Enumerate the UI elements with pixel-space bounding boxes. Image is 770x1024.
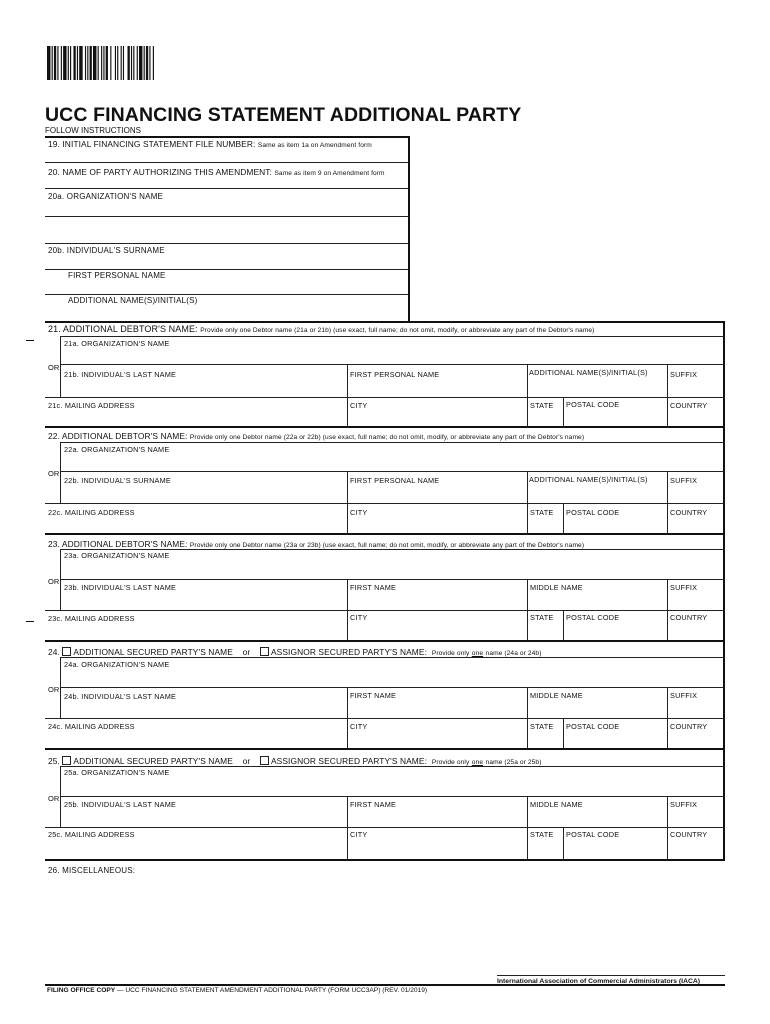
item22-first-name-label: FIRST PERSONAL NAME: [350, 476, 440, 485]
item22-additional-names-label: ADDITIONAL NAME(S)/INITIAL(S): [529, 475, 648, 484]
item22-header: 22. ADDITIONAL DEBTOR'S NAME: Provide only one Debtor name (22a or 22b) (use exact, full name; do not omit, modify, or abbreviate any part of the Debtor's name): [48, 431, 585, 441]
footer-form-name: FILING OFFICE COPY — UCC FINANCING STATEMENT AMENDMENT ADDITIONAL PARTY (FORM UCC3AP) (REV. 01/2019): [47, 987, 428, 994]
item25-state-label: STATE: [530, 830, 554, 839]
item24-first-name-label: FIRST NAME: [350, 691, 397, 700]
item23-state-label: STATE: [530, 613, 554, 622]
item20a-label: 20a. ORGANIZATION'S NAME: [48, 192, 164, 201]
item24-middle-name-label: MIDDLE NAME: [530, 691, 583, 700]
item26-label: 26. MISCELLANEOUS:: [48, 866, 136, 875]
item25-header: 25. ADDITIONAL SECURED PARTY'S NAME or ASSIGNOR SECURED PARTY'S NAME: Provide only one name (25a or 25b): [48, 756, 542, 766]
item21-city-label: CITY: [350, 401, 368, 410]
item24-header: 24. ADDITIONAL SECURED PARTY'S NAME or ASSIGNOR SECURED PARTY'S NAME: Provide only one name (24a or 24b): [48, 647, 542, 657]
item25-additional-secured-checkbox[interactable]: [62, 756, 71, 765]
item23-first-name-label: FIRST NAME: [350, 583, 397, 592]
item20-first-name-label: FIRST PERSONAL NAME: [68, 271, 166, 280]
miscellaneous-area[interactable]: [45, 878, 725, 970]
item25a-label: 25a. ORGANIZATION'S NAME: [64, 768, 170, 777]
item22a-label: 22a. ORGANIZATION'S NAME: [64, 445, 170, 454]
item24-additional-secured-checkbox[interactable]: [62, 647, 71, 656]
margin-tick-top: [26, 340, 34, 341]
item21-suffix-label: SUFFIX: [670, 370, 698, 379]
item21-state-label: STATE: [530, 401, 554, 410]
item23-middle-name-label: MIDDLE NAME: [530, 583, 583, 592]
item22-country-label: COUNTRY: [670, 508, 708, 517]
follow-instructions: FOLLOW INSTRUCTIONS: [45, 126, 142, 135]
item23a-label: 23a. ORGANIZATION'S NAME: [64, 551, 170, 560]
item23-postal-label: POSTAL CODE: [566, 613, 620, 622]
item24-assignor-secured-checkbox[interactable]: [260, 647, 269, 656]
item24-state-label: STATE: [530, 722, 554, 731]
barcode: [47, 46, 225, 80]
margin-tick-bottom: [26, 621, 34, 622]
item24c-label: 24c. MAILING ADDRESS: [48, 722, 135, 731]
item21-postal-label: POSTAL CODE: [566, 400, 620, 409]
item21-country-label: COUNTRY: [670, 401, 708, 410]
item22-postal-label: POSTAL CODE: [566, 508, 620, 517]
item25-postal-label: POSTAL CODE: [566, 830, 620, 839]
item25-or: OR: [48, 794, 60, 803]
item24-postal-label: POSTAL CODE: [566, 722, 620, 731]
item25-first-name-label: FIRST NAME: [350, 800, 397, 809]
item20b-label: 20b. INDIVIDUAL'S SURNAME: [48, 246, 165, 255]
item25-suffix-label: SUFFIX: [670, 800, 698, 809]
item23-city-label: CITY: [350, 613, 368, 622]
item21-additional-names-label: ADDITIONAL NAME(S)/INITIAL(S): [529, 368, 648, 377]
item25-assignor-secured-checkbox[interactable]: [260, 756, 269, 765]
item23b-label: 23b. INDIVIDUAL'S LAST NAME: [64, 583, 177, 592]
item25-middle-name-label: MIDDLE NAME: [530, 800, 583, 809]
item20-header: 20. NAME OF PARTY AUTHORIZING THIS AMENDMENT: Same as item 9 on Amendment form: [48, 167, 385, 177]
item20-additional-names-label: ADDITIONAL NAME(S)/INITIAL(S): [68, 296, 198, 305]
item23c-label: 23c. MAILING ADDRESS: [48, 614, 135, 623]
item24a-label: 24a. ORGANIZATION'S NAME: [64, 660, 170, 669]
item21-first-name-label: FIRST PERSONAL NAME: [350, 370, 440, 379]
item25c-label: 25c. MAILING ADDRESS: [48, 830, 135, 839]
item25-city-label: CITY: [350, 830, 368, 839]
item21a-label: 21a. ORGANIZATION'S NAME: [64, 339, 170, 348]
item23-suffix-label: SUFFIX: [670, 583, 698, 592]
item22-suffix-label: SUFFIX: [670, 476, 698, 485]
item22b-label: 22b. INDIVIDUAL'S SURNAME: [64, 476, 171, 485]
item19-header: 19. INITIAL FINANCING STATEMENT FILE NUMBER: Same as item 1a on Amendment form: [48, 139, 372, 149]
item24-suffix-label: SUFFIX: [670, 691, 698, 700]
item22-or: OR: [48, 469, 60, 478]
item21c-label: 21c. MAILING ADDRESS: [48, 401, 135, 410]
item24b-label: 24b. INDIVIDUAL'S LAST NAME: [64, 692, 177, 701]
item24-country-label: COUNTRY: [670, 722, 708, 731]
item21b-label: 21b. INDIVIDUAL'S LAST NAME: [64, 370, 177, 379]
item23-or: OR: [48, 577, 60, 586]
item24-city-label: CITY: [350, 722, 368, 731]
item24-or: OR: [48, 685, 60, 694]
item25b-label: 25b. INDIVIDUAL'S LAST NAME: [64, 800, 177, 809]
item22-state-label: STATE: [530, 508, 554, 517]
footer-organization: International Association of Commercial Administrators (IACA): [497, 978, 701, 985]
form-title: UCC FINANCING STATEMENT ADDITIONAL PARTY: [45, 104, 522, 126]
item23-country-label: COUNTRY: [670, 613, 708, 622]
item21-or: OR: [48, 363, 60, 372]
item21-header: 21. ADDITIONAL DEBTOR'S NAME: Provide only one Debtor name (21a or 21b) (use exact, full name; do not omit, modify, or abbreviate any part of the Debtor's name): [48, 324, 595, 334]
item23-header: 23. ADDITIONAL DEBTOR'S NAME: Provide only one Debtor name (23a or 23b) (use exact, full name; do not omit, modify, or abbreviate any part of the Debtor's name): [48, 539, 585, 549]
item22c-label: 22c. MAILING ADDRESS: [48, 508, 135, 517]
item25-country-label: COUNTRY: [670, 830, 708, 839]
item22-city-label: CITY: [350, 508, 368, 517]
